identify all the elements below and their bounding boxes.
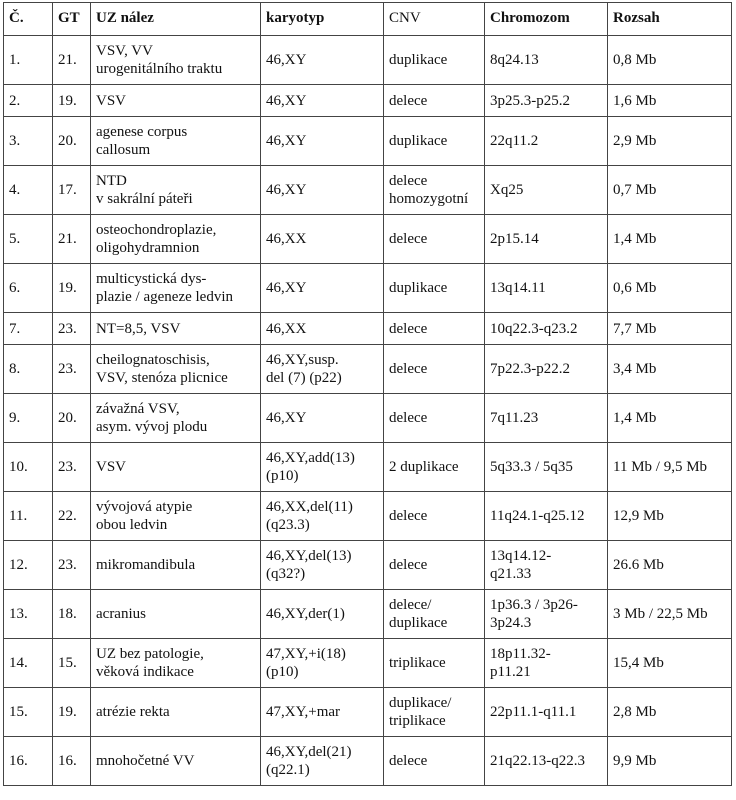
cell-line: NT=8,5, VSV bbox=[96, 320, 181, 337]
cell-line: mikromandibula bbox=[96, 557, 196, 573]
cell-gt: 22. bbox=[53, 492, 91, 541]
cell-rozsah: 12,9 Mb bbox=[608, 492, 732, 541]
cell-line: 46,XY bbox=[266, 52, 307, 68]
cell-line: delece bbox=[389, 173, 428, 189]
cell-line: duplikace bbox=[389, 615, 448, 631]
cell-uz bbox=[91, 215, 261, 264]
cell-line: acranius bbox=[96, 606, 146, 622]
cell-uz bbox=[91, 492, 261, 541]
cell-rozsah: 2,9 Mb bbox=[608, 117, 732, 166]
table-row bbox=[4, 85, 732, 117]
cell-uz bbox=[91, 313, 261, 345]
cell-line: 46,XY bbox=[266, 92, 307, 109]
cell-line: NTD bbox=[96, 173, 127, 189]
cell-karyotyp bbox=[261, 85, 384, 117]
cell-line: 2 duplikace bbox=[389, 459, 459, 475]
header-uz: UZ nález bbox=[91, 3, 261, 36]
table-row bbox=[4, 492, 732, 541]
cell-line: VSV, stenóza plicnice bbox=[96, 370, 228, 386]
cell-line: delece bbox=[389, 753, 428, 769]
cell-line: p11.21 bbox=[490, 664, 531, 680]
cell-gt: 19. bbox=[53, 264, 91, 313]
cell-chromozom bbox=[485, 394, 608, 443]
cell-line: 2p15.14 bbox=[490, 231, 539, 247]
cell-gt: 23. bbox=[53, 541, 91, 590]
cell-cnv bbox=[384, 737, 485, 786]
table-row bbox=[4, 639, 732, 688]
cell-karyotyp bbox=[261, 215, 384, 264]
cell-c: 7. bbox=[4, 313, 53, 345]
cell-cnv bbox=[384, 166, 485, 215]
cell-line: 21q22.13-q22.3 bbox=[490, 753, 585, 769]
cell-cnv bbox=[384, 590, 485, 639]
cell-rozsah: 11 Mb / 9,5 Mb bbox=[608, 443, 732, 492]
table-row bbox=[4, 215, 732, 264]
cell-line: duplikace bbox=[389, 133, 448, 149]
cell-karyotyp bbox=[261, 443, 384, 492]
cell-uz bbox=[91, 166, 261, 215]
cell-gt: 21. bbox=[53, 36, 91, 85]
cell-rozsah: 3 Mb / 22,5 Mb bbox=[608, 590, 732, 639]
cell-line: 46,XY,susp. bbox=[266, 352, 339, 368]
table-row bbox=[4, 264, 732, 313]
cell-chromozom bbox=[485, 117, 608, 166]
header-rozsah: Rozsah bbox=[608, 3, 732, 36]
cell-line: 47,XY,+i(18) bbox=[266, 646, 346, 662]
cell-gt: 23. bbox=[53, 313, 91, 345]
cell-line: 7p22.3-p22.2 bbox=[490, 361, 570, 377]
cell-line: 46,XY,del(13) bbox=[266, 548, 352, 564]
cell-line: věková indikace bbox=[96, 664, 194, 680]
cell-line: delece bbox=[389, 508, 428, 524]
cell-c: 16. bbox=[4, 737, 53, 786]
header-row bbox=[4, 3, 732, 36]
cell-chromozom bbox=[485, 443, 608, 492]
cell-gt: 16. bbox=[53, 737, 91, 786]
cell-line: obou ledvin bbox=[96, 517, 168, 533]
cell-line: 18p11.32- bbox=[490, 646, 551, 662]
cell-chromozom bbox=[485, 85, 608, 117]
cell-line: osteochondroplazie, bbox=[96, 222, 217, 238]
cell-karyotyp bbox=[261, 394, 384, 443]
cell-uz bbox=[91, 639, 261, 688]
cell-line: oligohydramnion bbox=[96, 240, 200, 256]
table-row bbox=[4, 590, 732, 639]
cell-cnv bbox=[384, 688, 485, 737]
cell-line: atrézie rekta bbox=[96, 704, 170, 720]
cell-line: (q22.1) bbox=[266, 762, 310, 778]
cell-line: (p10) bbox=[266, 468, 299, 484]
cell-cnv bbox=[384, 345, 485, 394]
cell-karyotyp bbox=[261, 313, 384, 345]
cell-karyotyp bbox=[261, 166, 384, 215]
cell-c: 14. bbox=[4, 639, 53, 688]
cell-line: 46,XX bbox=[266, 231, 307, 247]
cell-line: 46,XY bbox=[266, 182, 307, 198]
cell-c: 1. bbox=[4, 36, 53, 85]
cell-line: triplikace bbox=[389, 713, 446, 729]
cell-c: 12. bbox=[4, 541, 53, 590]
cell-line: 13q14.11 bbox=[490, 280, 546, 296]
header-chromozom: Chromozom bbox=[485, 3, 608, 36]
cell-line: mnohočetné VV bbox=[96, 753, 195, 769]
cell-gt: 21. bbox=[53, 215, 91, 264]
cell-line: duplikace bbox=[389, 280, 448, 296]
cell-cnv bbox=[384, 36, 485, 85]
cell-line: delece bbox=[389, 231, 428, 247]
cell-cnv bbox=[384, 492, 485, 541]
cell-line: 46,XX bbox=[266, 320, 307, 337]
table-row bbox=[4, 345, 732, 394]
cell-rozsah: 26.6 Mb bbox=[608, 541, 732, 590]
table-row bbox=[4, 443, 732, 492]
cell-line: agenese corpus bbox=[96, 124, 188, 140]
cell-rozsah: 2,8 Mb bbox=[608, 688, 732, 737]
cell-chromozom bbox=[485, 345, 608, 394]
cell-line: delece bbox=[389, 410, 428, 426]
cell-line: 1p36.3 / 3p26- bbox=[490, 597, 578, 613]
cell-chromozom bbox=[485, 166, 608, 215]
cell-c: 13. bbox=[4, 590, 53, 639]
cell-karyotyp bbox=[261, 264, 384, 313]
cell-gt: 18. bbox=[53, 590, 91, 639]
cell-line: VSV, VV bbox=[96, 43, 153, 59]
cell-uz bbox=[91, 443, 261, 492]
cell-gt: 23. bbox=[53, 443, 91, 492]
cell-line: 46,XY,del(21) bbox=[266, 744, 352, 760]
cell-line: (p10) bbox=[266, 664, 299, 680]
cell-line: 13q14.12- bbox=[490, 548, 552, 564]
cell-line: vývojová atypie bbox=[96, 499, 193, 515]
cell-line: 11q24.1-q25.12 bbox=[490, 508, 585, 524]
cnv-results-table bbox=[3, 2, 732, 786]
cell-c: 5. bbox=[4, 215, 53, 264]
table-row bbox=[4, 36, 732, 85]
cell-line: delece bbox=[389, 361, 428, 377]
cell-line: delece bbox=[389, 320, 428, 337]
cell-gt: 20. bbox=[53, 394, 91, 443]
cell-line: VSV bbox=[96, 459, 127, 475]
cell-karyotyp bbox=[261, 590, 384, 639]
cell-chromozom bbox=[485, 590, 608, 639]
header-c: Č. bbox=[4, 3, 53, 36]
cell-gt: 20. bbox=[53, 117, 91, 166]
cell-line: multicystická dys- bbox=[96, 271, 207, 287]
cell-gt: 23. bbox=[53, 345, 91, 394]
cell-chromozom bbox=[485, 541, 608, 590]
cell-line: VSV bbox=[96, 92, 127, 109]
cell-line: delece bbox=[389, 557, 428, 573]
cell-karyotyp bbox=[261, 117, 384, 166]
cell-line: homozygotní bbox=[389, 191, 469, 207]
table-row bbox=[4, 313, 732, 345]
cell-karyotyp bbox=[261, 688, 384, 737]
cell-karyotyp bbox=[261, 541, 384, 590]
cell-line: urogenitálního traktu bbox=[96, 61, 223, 77]
cell-line: 46,XY,add(13) bbox=[266, 450, 355, 466]
cell-c: 15. bbox=[4, 688, 53, 737]
cell-line: 8q24.13 bbox=[490, 52, 539, 68]
cell-rozsah: 1,4 Mb bbox=[608, 394, 732, 443]
cell-karyotyp bbox=[261, 492, 384, 541]
cell-line: UZ bez patologie, bbox=[96, 646, 204, 662]
cell-gt: 17. bbox=[53, 166, 91, 215]
cell-line: 46,XX,del(11) bbox=[266, 499, 353, 515]
cell-cnv bbox=[384, 85, 485, 117]
cell-chromozom bbox=[485, 215, 608, 264]
cell-c: 11. bbox=[4, 492, 53, 541]
cell-c: 3. bbox=[4, 117, 53, 166]
cell-cnv bbox=[384, 639, 485, 688]
cell-chromozom bbox=[485, 737, 608, 786]
cell-line: q21.33 bbox=[490, 566, 532, 582]
cell-line: 47,XY,+mar bbox=[266, 704, 341, 720]
cell-cnv bbox=[384, 443, 485, 492]
cell-uz bbox=[91, 590, 261, 639]
cell-karyotyp bbox=[261, 36, 384, 85]
cell-line: závažná VSV, bbox=[96, 401, 180, 417]
table-body bbox=[4, 36, 732, 786]
table-row bbox=[4, 166, 732, 215]
cell-uz bbox=[91, 264, 261, 313]
cell-cnv bbox=[384, 117, 485, 166]
header-karyotyp: karyotyp bbox=[261, 3, 384, 36]
cell-gt: 15. bbox=[53, 639, 91, 688]
cell-line: v sakrální páteři bbox=[96, 191, 193, 207]
cell-cnv bbox=[384, 215, 485, 264]
cell-line: delece/ bbox=[389, 597, 432, 613]
cell-uz bbox=[91, 36, 261, 85]
cell-rozsah: 1,4 Mb bbox=[608, 215, 732, 264]
cell-karyotyp bbox=[261, 737, 384, 786]
cell-chromozom bbox=[485, 264, 608, 313]
cell-line: triplikace bbox=[389, 655, 446, 671]
cell-rozsah: 1,6 Mb bbox=[608, 85, 732, 117]
cell-rozsah: 0,8 Mb bbox=[608, 36, 732, 85]
cell-line: 46,XY bbox=[266, 133, 307, 149]
cell-line: 22q11.2 bbox=[490, 133, 539, 149]
cell-line: 5q33.3 / 5q35 bbox=[490, 459, 573, 475]
table-row bbox=[4, 688, 732, 737]
results-table-container bbox=[3, 2, 732, 786]
cell-line: cheilognatoschisis, bbox=[96, 352, 210, 368]
cell-uz bbox=[91, 117, 261, 166]
cell-gt: 19. bbox=[53, 688, 91, 737]
cell-cnv bbox=[384, 264, 485, 313]
cell-c: 6. bbox=[4, 264, 53, 313]
cell-line: 22p11.1-q11.1 bbox=[490, 704, 577, 720]
cell-chromozom bbox=[485, 36, 608, 85]
cell-rozsah: 0,7 Mb bbox=[608, 166, 732, 215]
cell-c: 9. bbox=[4, 394, 53, 443]
cell-line: Xq25 bbox=[490, 182, 524, 198]
cell-line: 7q11.23 bbox=[490, 410, 539, 426]
cell-line: 46,XY bbox=[266, 280, 307, 296]
cell-line: del (7) (p22) bbox=[266, 370, 342, 386]
cell-c: 8. bbox=[4, 345, 53, 394]
cell-rozsah: 7,7 Mb bbox=[608, 313, 732, 345]
cell-c: 2. bbox=[4, 85, 53, 117]
cell-line: 46,XY bbox=[266, 410, 307, 426]
cell-uz bbox=[91, 394, 261, 443]
cell-rozsah: 3,4 Mb bbox=[608, 345, 732, 394]
cell-line: duplikace/ bbox=[389, 695, 452, 711]
table-row bbox=[4, 737, 732, 786]
cell-line: duplikace bbox=[389, 52, 448, 68]
cell-rozsah: 9,9 Mb bbox=[608, 737, 732, 786]
table-row bbox=[4, 541, 732, 590]
cell-chromozom bbox=[485, 492, 608, 541]
cell-line: asym. vývoj plodu bbox=[96, 419, 208, 435]
cell-line: (q23.3) bbox=[266, 517, 310, 533]
cell-line: 46,XY,der(1) bbox=[266, 606, 345, 622]
cell-line: 3p25.3-p25.2 bbox=[490, 92, 570, 109]
cell-gt: 19. bbox=[53, 85, 91, 117]
cell-uz bbox=[91, 541, 261, 590]
cell-uz bbox=[91, 85, 261, 117]
cell-c: 4. bbox=[4, 166, 53, 215]
cell-chromozom bbox=[485, 688, 608, 737]
table-row bbox=[4, 117, 732, 166]
cell-cnv bbox=[384, 313, 485, 345]
header-gt: GT bbox=[53, 3, 91, 36]
cell-line: callosum bbox=[96, 142, 151, 158]
cell-rozsah: 15,4 Mb bbox=[608, 639, 732, 688]
cell-uz bbox=[91, 345, 261, 394]
cell-rozsah: 0,6 Mb bbox=[608, 264, 732, 313]
cell-chromozom bbox=[485, 639, 608, 688]
cell-cnv bbox=[384, 394, 485, 443]
cell-c: 10. bbox=[4, 443, 53, 492]
cell-karyotyp bbox=[261, 345, 384, 394]
table-row bbox=[4, 394, 732, 443]
cell-line: (q32?) bbox=[266, 566, 306, 582]
cell-chromozom bbox=[485, 313, 608, 345]
cell-cnv bbox=[384, 541, 485, 590]
header-cnv: CNV bbox=[384, 3, 485, 36]
cell-karyotyp bbox=[261, 639, 384, 688]
cell-line: delece bbox=[389, 92, 428, 109]
cell-line: 10q22.3-q23.2 bbox=[490, 320, 578, 337]
cell-uz bbox=[91, 688, 261, 737]
cell-uz bbox=[91, 737, 261, 786]
cell-line: plazie / ageneze ledvin bbox=[96, 289, 234, 305]
cell-line: 3p24.3 bbox=[490, 615, 532, 631]
